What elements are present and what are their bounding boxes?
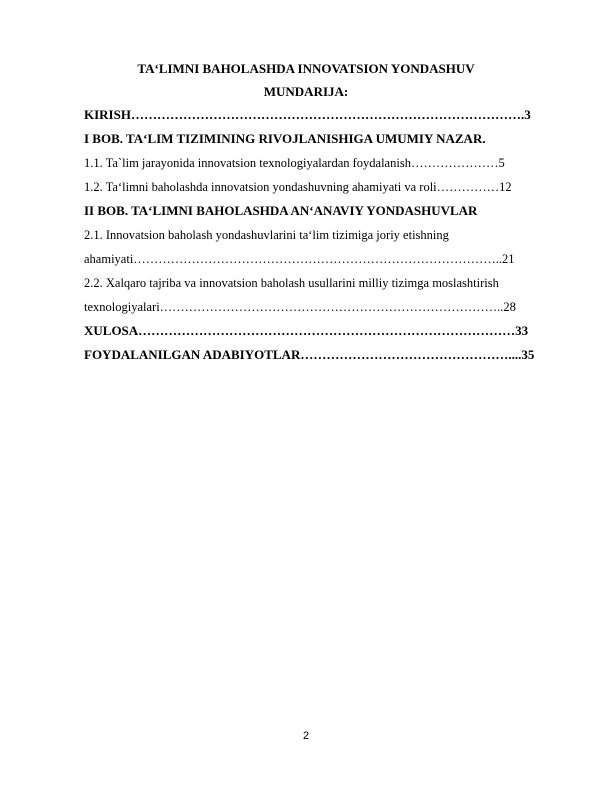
toc-entry-chapter-1: I BOB. TA‘LIM TIZIMINING RIVOJLANISHIGA UMUMIY NAZAR. bbox=[84, 131, 486, 146]
toc-entry-xulosa: XULOSA……………………………………………………………………………33 bbox=[84, 323, 529, 338]
toc-entry-section-1-2: 1.2. Ta‘limni baholashda innovatsion yondashuvning ahamiyati va roli……………12 bbox=[84, 180, 512, 194]
document-title: TA‘LIMNI BAHOLASHDA INNOVATSION YONDASHUV bbox=[137, 61, 475, 76]
page-number: 2 bbox=[302, 730, 310, 742]
toc-entry-section-1-1: 1.1. Ta`lim jarayonida innovatsion texnologiyalardan foydalanish…………………5 bbox=[84, 156, 505, 170]
toc-entry-section-2-2-continued: texnologiyalari………………………………………………………………………..28 bbox=[84, 300, 516, 314]
toc-entry-section-2-1-continued: ahamiyati……………………………………………………………………………..21 bbox=[84, 252, 515, 266]
toc-entry-chapter-2: II BOB. TA‘LIMNI BAHOLASHDA AN‘ANAVIY YONDASHUVLAR bbox=[84, 203, 478, 218]
toc-heading: MUNDARIJA: bbox=[263, 84, 349, 99]
toc-entry-section-2-1: 2.1. Innovatsion baholash yondashuvlarini ta‘lim tizimiga joriy etishning bbox=[84, 228, 449, 242]
toc-entry-adabiyotlar: FOYDALANILGAN ADABIYOTLAR…………………………………………....35 bbox=[84, 347, 535, 362]
toc-entry-kirish: KIRISH……………………………………………………………………………….3 bbox=[84, 107, 531, 122]
table-of-contents bbox=[84, 107, 568, 371]
toc-entry-section-2-2: 2.2. Xalqaro tajriba va innovatsion baholash usullarini milliy tizimga moslashtirish bbox=[84, 276, 499, 290]
